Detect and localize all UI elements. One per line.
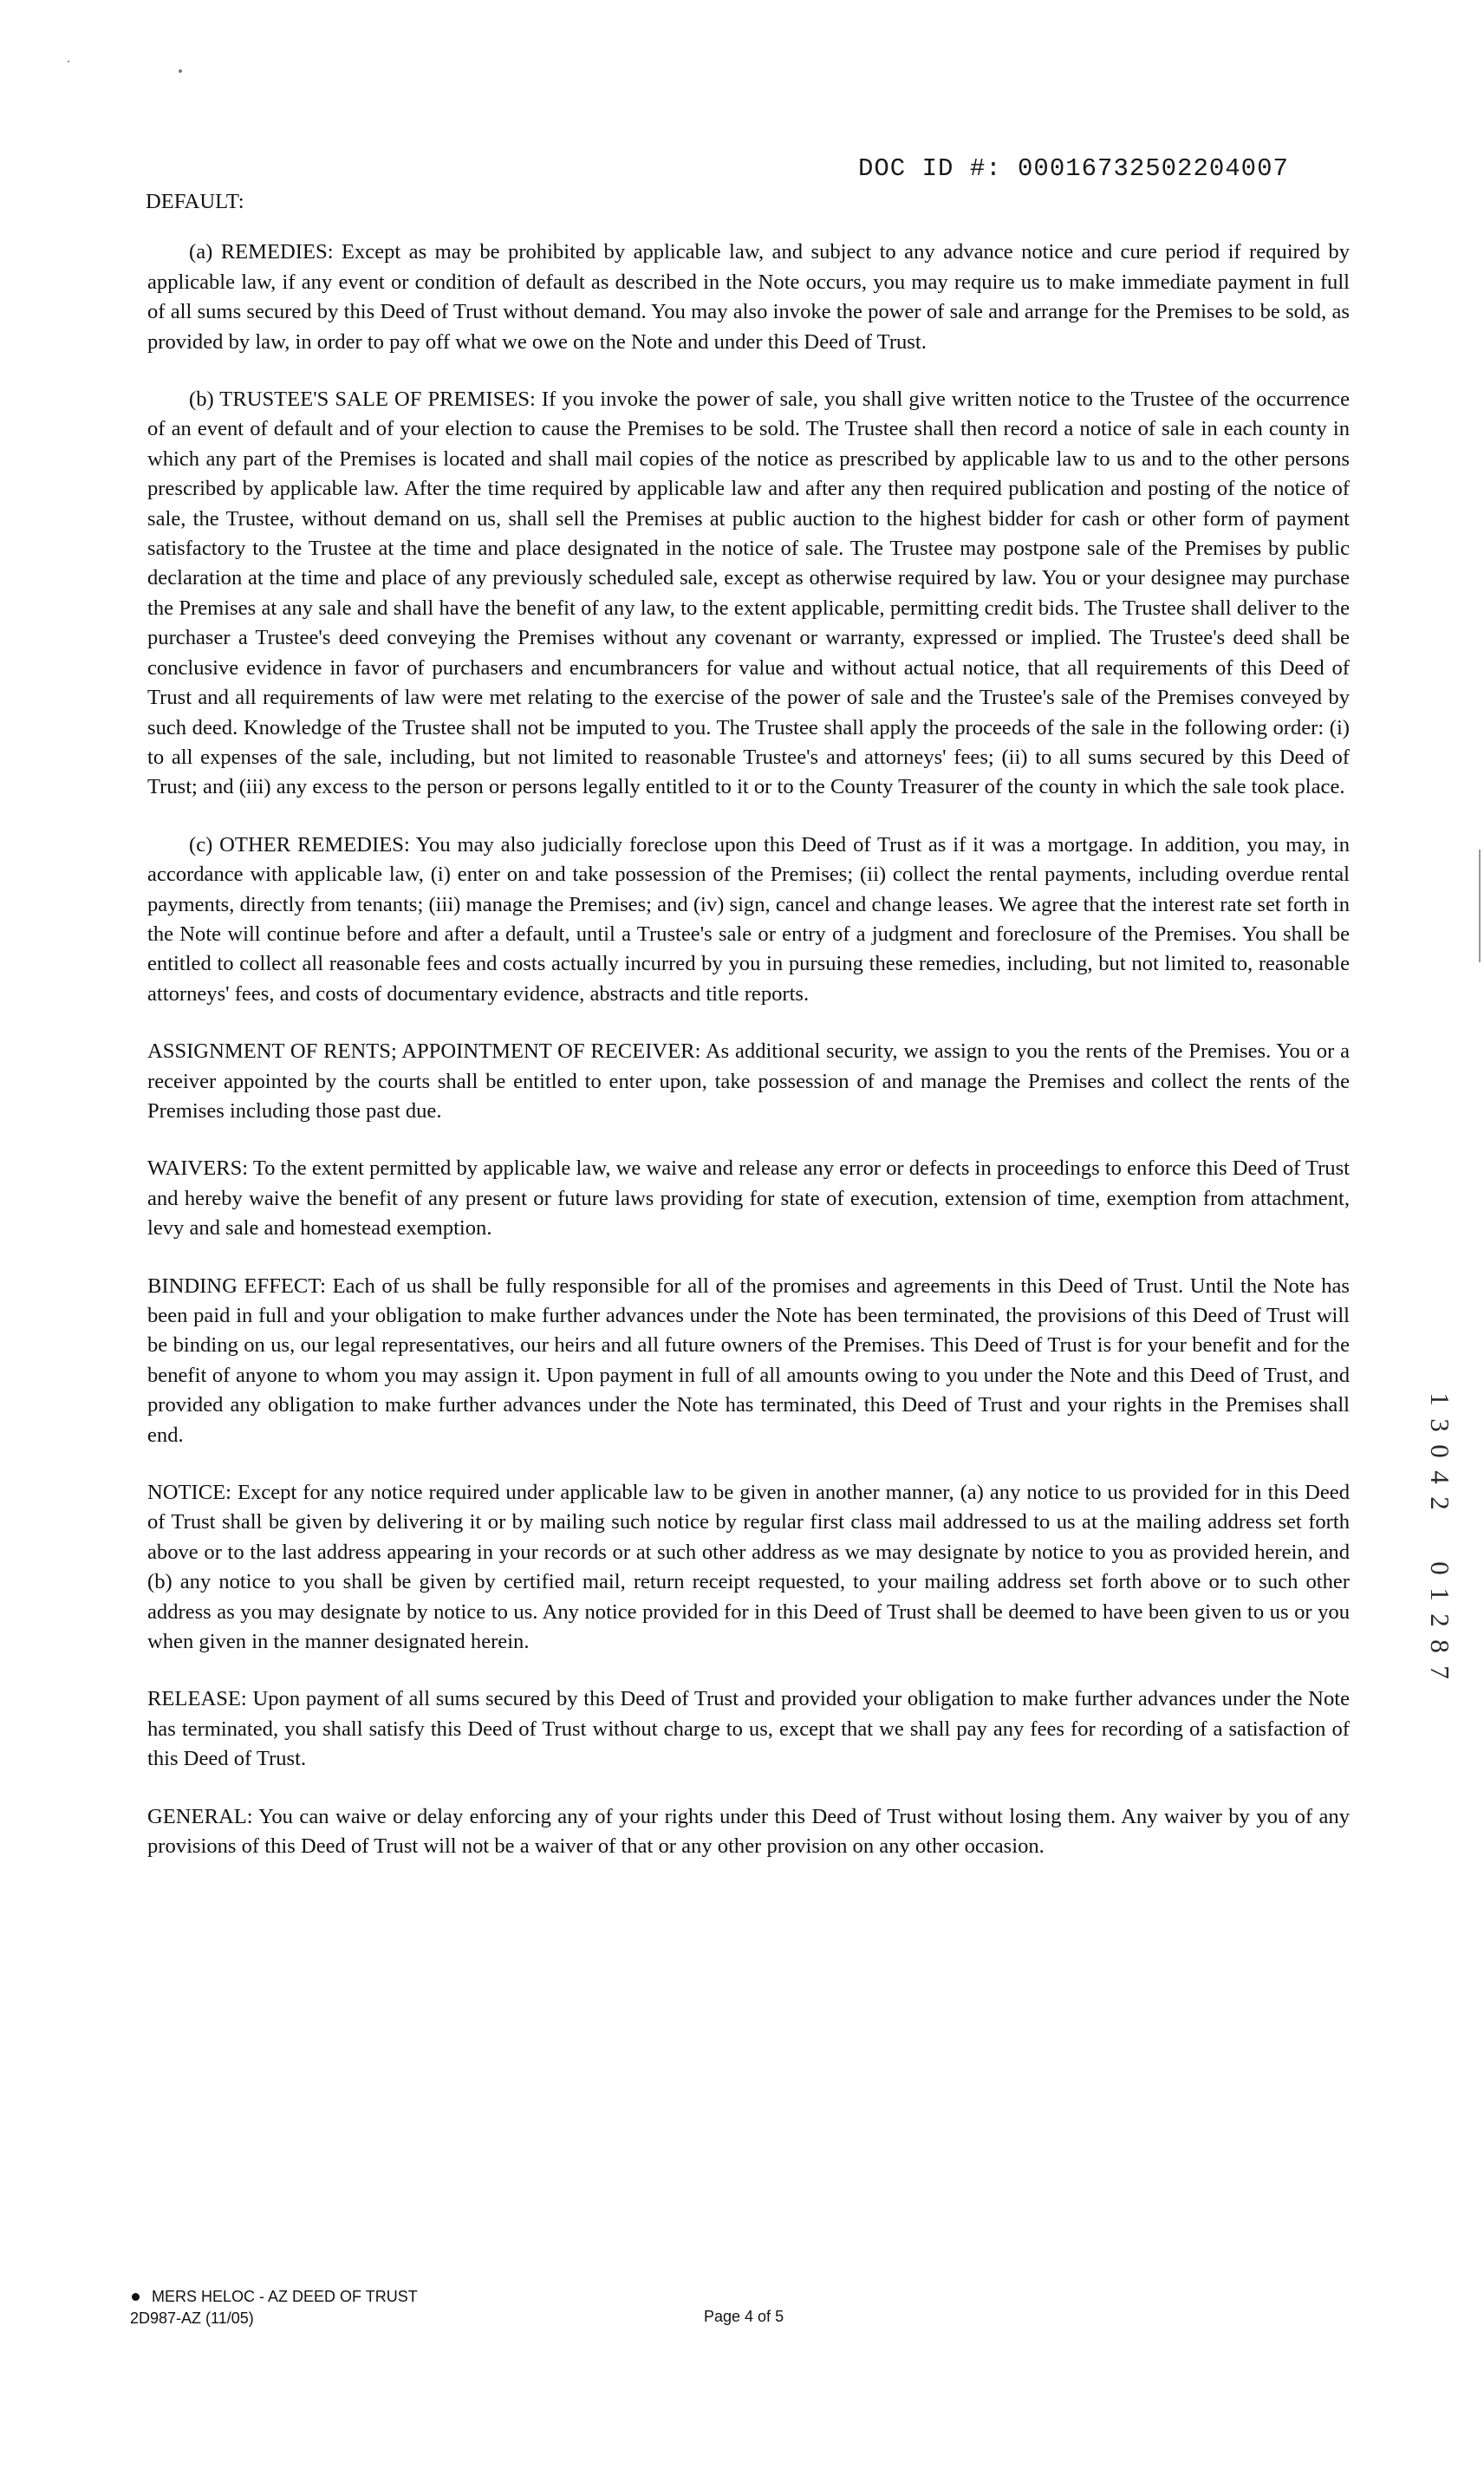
paragraph-waivers: WAIVERS: To the extent permitted by applicable law, we waive and release any error or defects in proceedings to enforce this Deed of Trust and hereby waive the benefit of any present or future laws providing for state of execution, extension of time, exemption from attachment, levy and sale and homestead exemption. — [147, 1156, 1350, 1241]
stamp-digit: 1 — [1425, 1587, 1455, 1601]
section-heading-default: DEFAULT: — [146, 190, 244, 213]
stamp-digit: 1 — [1425, 1392, 1455, 1406]
paragraph-assignment-of-rents: ASSIGNMENT OF RENTS; APPOINTMENT OF RECEIVER: As additional security, we assign to you the rents of the Premises. You or a receiver appointed by the courts shall be entitled to enter upon, take possession of and manage the Premises and collect the rents of the Premises including those past due. — [147, 1039, 1350, 1123]
stamp-digit: 3 — [1425, 1418, 1455, 1432]
form-footer — [130, 2286, 418, 2329]
document-body — [147, 187, 1350, 1890]
recording-number-stamp — [1418, 1385, 1461, 1697]
scan-edge-mark — [1479, 850, 1481, 962]
paragraph-release: RELEASE: Upon payment of all sums secured by this Deed of Trust and provided your obligation to make further advances under the Note has terminated, you shall satisfy this Deed of Trust without charge to us, except that we shall pay any fees for recording of a satisfaction of this Deed of Trust. — [147, 1687, 1350, 1771]
scan-speck — [179, 69, 182, 73]
form-number: 2D987-AZ (11/05) — [130, 2309, 254, 2327]
stamp-digit: 7 — [1425, 1665, 1455, 1679]
page-number: Page 4 of 5 — [704, 2308, 784, 2325]
doc-id: DOC ID #: 00016732502204007 — [858, 154, 1289, 183]
stamp-digit: 2 — [1425, 1613, 1455, 1627]
scan-speck — [68, 61, 69, 62]
stamp-digit: 8 — [1425, 1639, 1455, 1653]
form-title: MERS HELOC - AZ DEED OF TRUST — [152, 2288, 418, 2305]
stamp-digit: 4 — [1425, 1470, 1455, 1484]
stamp-digit: 2 — [1425, 1496, 1455, 1510]
paragraph-binding-effect: BINDING EFFECT: Each of us shall be fully responsible for all of the promises and agreements in this Deed of Trust. Until the Note has been paid in full and your obligation to make further advances under the Note has been terminated, the provisions of this Deed of Trust will be binding on us, our legal representatives, our heirs and all future owners of the Premises. This Deed of Trust is for your benefit and for the benefit of anyone to whom you may assign it. Upon payment in full of all amounts owing to you under the Note and this Deed of Trust, and provided any obligation to make further advances under the Note has terminated, this Deed of Trust and your rights in the Premises shall end. — [147, 1274, 1350, 1447]
stamp-digit: 0 — [1425, 1561, 1455, 1575]
paragraph-remedies: (a) REMEDIES: Except as may be prohibited by applicable law, and subject to any advance notice and cure period if required by applicable law, if any event or condition of default as described in the Note occurs, you may require us to make immediate payment in full of all sums secured by this Deed of Trust without demand. You may also invoke the power of sale and arrange for the Premises to be sold, as provided by law, in order to pay off what we owe on the Note and under this Deed of Trust. — [147, 240, 1350, 354]
paragraph-general: GENERAL: You can waive or delay enforcing any of your rights under this Deed of Trust without losing them. Any waiver by you of any provisions of this Deed of Trust will not be a waiver of that or any other provision on any other occasion. — [147, 1804, 1350, 1859]
stamp-digit: 0 — [1425, 1444, 1455, 1458]
bullet-icon — [132, 2293, 140, 2301]
paragraph-notice: NOTICE: Except for any notice required under applicable law to be given in another manner, (a) any notice to us provided for in this Deed of Trust shall be given by delivering it or by mailing such notice by regular first class mail addressed to us at the mailing address set forth above or to the last address appearing in your records or at such other address as we may designate by notice to you as provided herein, and (b) any notice to you shall be given by certified mail, return receipt requested, to your mailing address set forth above or to such other address as you may designate by notice to us. Any notice provided for in this Deed of Trust shall be deemed to have been given to us or you when given in the manner designated herein. — [147, 1481, 1350, 1654]
paragraph-other-remedies: (c) OTHER REMEDIES: You may also judicially foreclose upon this Deed of Trust as if it was a mortgage. In addition, you may, in accordance with applicable law, (i) enter on and take possession of the Premises; (ii) collect the rental payments, including overdue rental payments, directly from tenants; (iii) manage the Premises; and (iv) sign, cancel and change leases. We agree that the interest rate set forth in the Note will continue before and after a default, until a Trustee's sale or entry of a judgment and foreclosure of the Premises. You shall be entitled to collect all reasonable fees and costs actually incurred by you in pursuing these remedies, including, but not limited to, reasonable attorneys' fees, and costs of documentary evidence, abstracts and title reports. — [147, 832, 1350, 1006]
paragraph-trustees-sale: (b) TRUSTEE'S SALE OF PREMISES: If you invoke the power of sale, you shall give written notice to the Trustee of the occurrence of an event of default and of your election to cause the Premises to be sold. The Trustee shall then record a notice of sale in each county in which any part of the Premises is located and shall mail copies of the notice as prescribed by applicable law to us and to the other persons prescribed by applicable law. After the time required by applicable law and after any then required publication and posting of the notice of sale, the Trustee, without demand on us, shall sell the Premises at public auction to the highest bidder for cash or other form of payment satisfactory to the Trustee at the time and place designated in the notice of sale. The Trustee may postpone sale of the Premises by public declaration at the time and place of any previously scheduled sale, except as otherwise required by law. You or your designee may purchase the Premises at any sale and shall have the benefit of any law, to the extent applicable, permitting credit bids. The Trustee shall deliver to the purchaser a Trustee's deed conveying the Premises without any covenant or warranty, expressed or implied. The Trustee's deed shall be conclusive evidence in favor of purchasers and encumbrancers for value and without actual notice, that all requirements of this Deed of Trust and all requirements of law were met relating to the exercise of the power of sale and the Trustee's sale of the Premises conveyed by such deed. Knowledge of the Trustee shall not be imputed to you. The Trustee shall apply the proceeds of the sale in the following order: (i) to all expenses of the sale, including, but not limited to reasonable Trustee's and attorneys' fees; (ii) to all sums secured by this Deed of Trust; and (iii) any excess to the person or persons legally entitled to it or to the County Treasurer of the county in which the sale took place. — [147, 388, 1350, 799]
